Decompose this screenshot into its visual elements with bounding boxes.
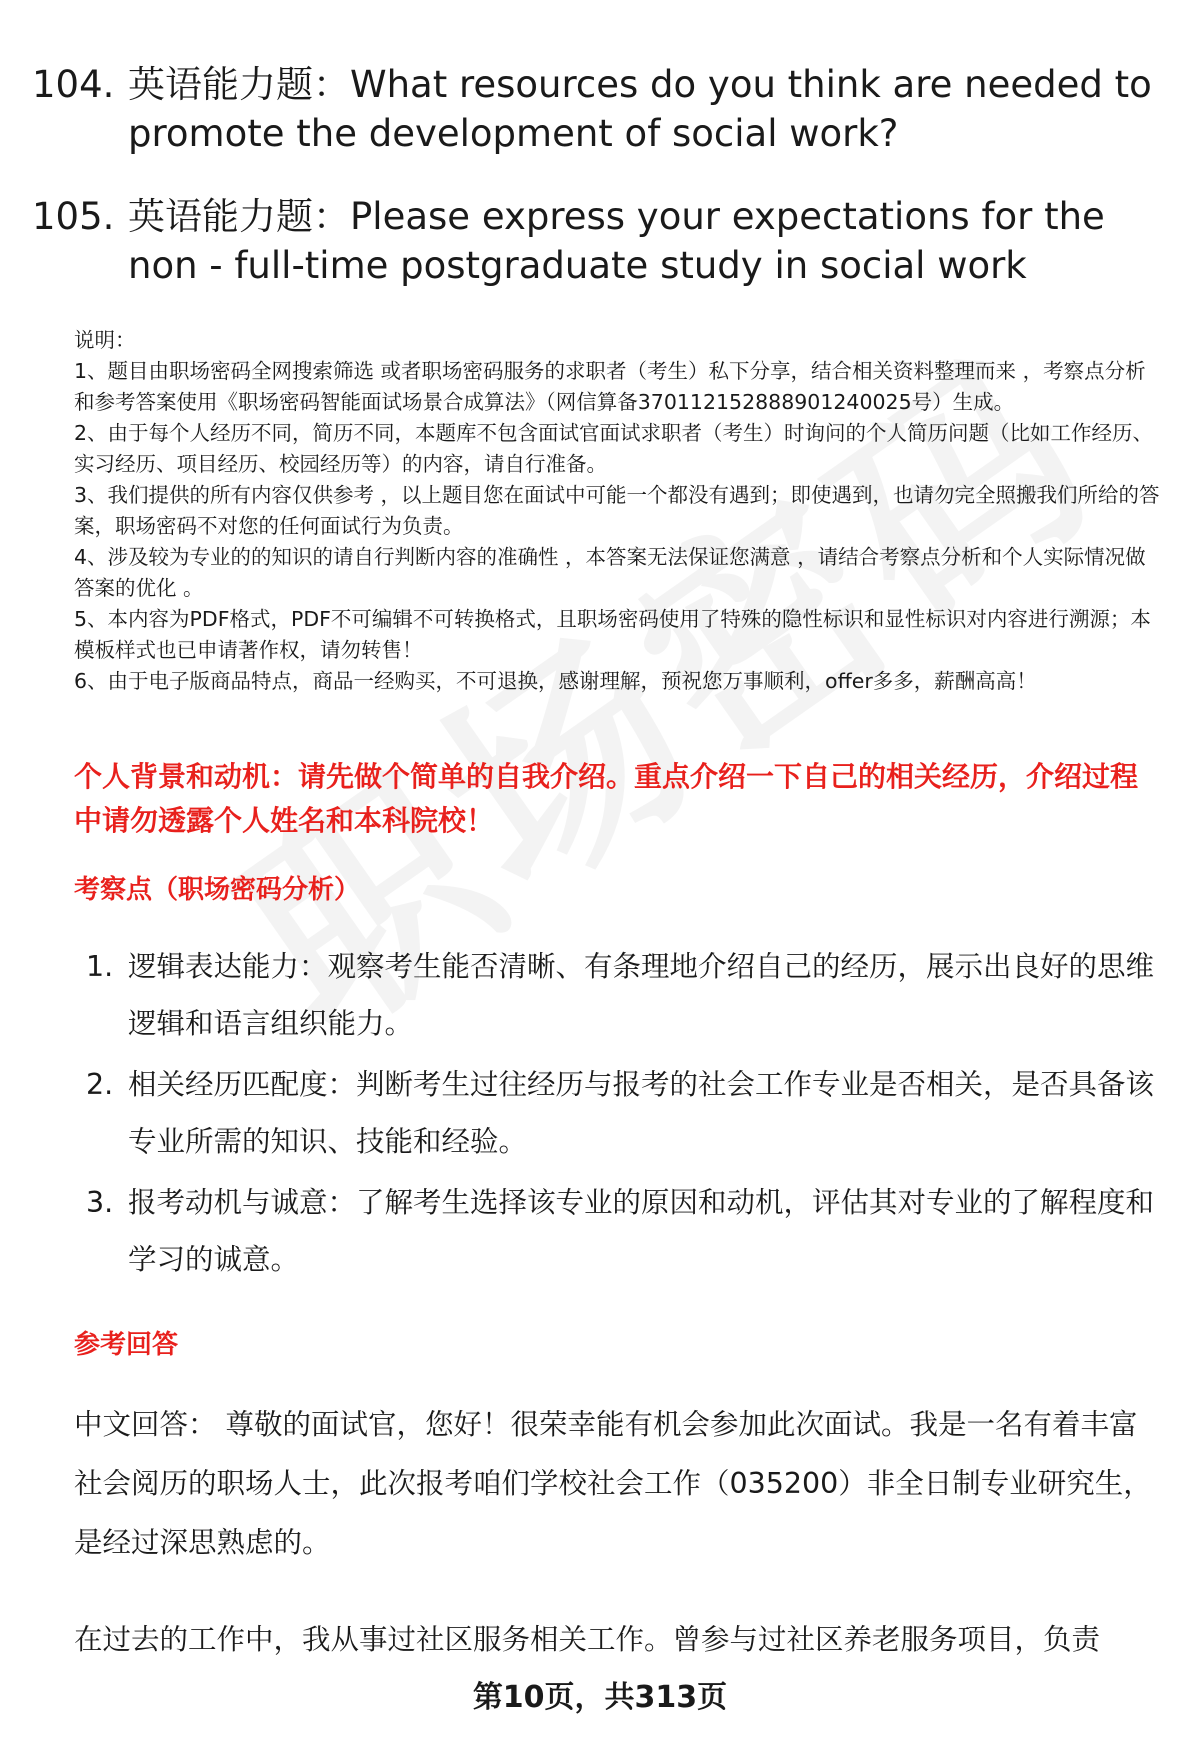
point-number: 3.: [86, 1186, 114, 1219]
note-item: 1、题目由职场密码全网搜索筛选 或者职场密码服务的求职者（考生）私下分享，结合相关资料整理而来 ，考察点分析和参考答案使用《职场密码智能面试场景合成算法》（网信算备370112152888901240025号）生成。: [74, 359, 1146, 414]
point-number: 1.: [86, 950, 114, 983]
note-item: 4、涉及较为专业的的知识的请自行判断内容的准确性 ，本答案无法保证您满意 ，请结合考察点分析和个人实际情况做答案的优化 。: [74, 545, 1146, 600]
note-item: 3、我们提供的所有内容仅供参考 ，以上题目您在面试中可能一个都没有遇到；即使遇到，也请勿完全照搬我们所给的答案，职场密码不对您的任何面试行为负责。: [74, 483, 1160, 538]
point-text: 逻辑表达能力：观察考生能否清晰、有条理地介绍自己的经历，展示出良好的思维逻辑和语言组织能力。: [128, 950, 1155, 1040]
notes-title: 说明：: [74, 328, 136, 352]
reference-paragraph: 在过去的工作中，我从事过社区服务相关工作。曾参与过社区养老服务项目，负责: [74, 1623, 1101, 1656]
page-number-footer: 第10页，共313页: [472, 1680, 728, 1715]
point-text: 报考动机与诚意：了解考生选择该专业的原因和动机，评估其对专业的了解程度和学习的诚意。: [128, 1186, 1155, 1276]
note-item: 6、由于电子版商品特点，商品一经购买，不可退换，感谢理解，预祝您万事顺利，offer多多，薪酬高高！: [74, 669, 1037, 693]
disclaimer-notes: [74, 325, 1164, 697]
motivation-question: 个人背景和动机：请先做个简单的自我介绍。重点介绍一下自己的相关经历，介绍过程中请勿透露个人姓名和本科院校！: [74, 760, 1139, 837]
point-text: 相关经历匹配度：判断考生过往经历与报考的社会工作专业是否相关，是否具备该专业所需的知识、技能和经验。: [128, 1068, 1155, 1158]
analysis-point: [74, 1056, 1164, 1170]
analysis-title: 考察点（职场密码分析）: [74, 875, 361, 905]
analysis-point: [74, 1174, 1164, 1288]
reference-title: 参考回答: [74, 1330, 179, 1360]
analysis-point: [74, 938, 1164, 1052]
question-number: 104.: [32, 63, 115, 106]
reference-paragraph: 中文回答： 尊敬的面试官，您好！很荣幸能有机会参加此次面试。我是一名有着丰富社会阅历的职场人士，此次报考咱们学校社会工作（035200）非全日制专业研究生，是经过深思熟虑的。: [74, 1408, 1152, 1559]
point-number: 2.: [86, 1068, 114, 1101]
note-item: 5、本内容为PDF格式，PDF不可编辑不可转换格式，且职场密码使用了特殊的隐性标识和显性标识对内容进行溯源；本模板样式也已申请著作权，请勿转售！: [74, 607, 1151, 662]
question-text: 英语能力题：Please express your expectations for the non - full-time postgraduate study in social work: [128, 195, 1105, 287]
analysis-points: [74, 938, 1164, 1292]
question-number: 105.: [32, 195, 115, 238]
note-item: 2、由于每个人经历不同，简历不同，本题库不包含面试官面试求职者（考生）时询问的个人简历问题（比如工作经历、实习经历、项目经历、校园经历等）的内容，请自行准备。: [74, 421, 1154, 476]
question-text: 英语能力题：What resources do you think are needed to promote the development of social work?: [128, 63, 1152, 155]
